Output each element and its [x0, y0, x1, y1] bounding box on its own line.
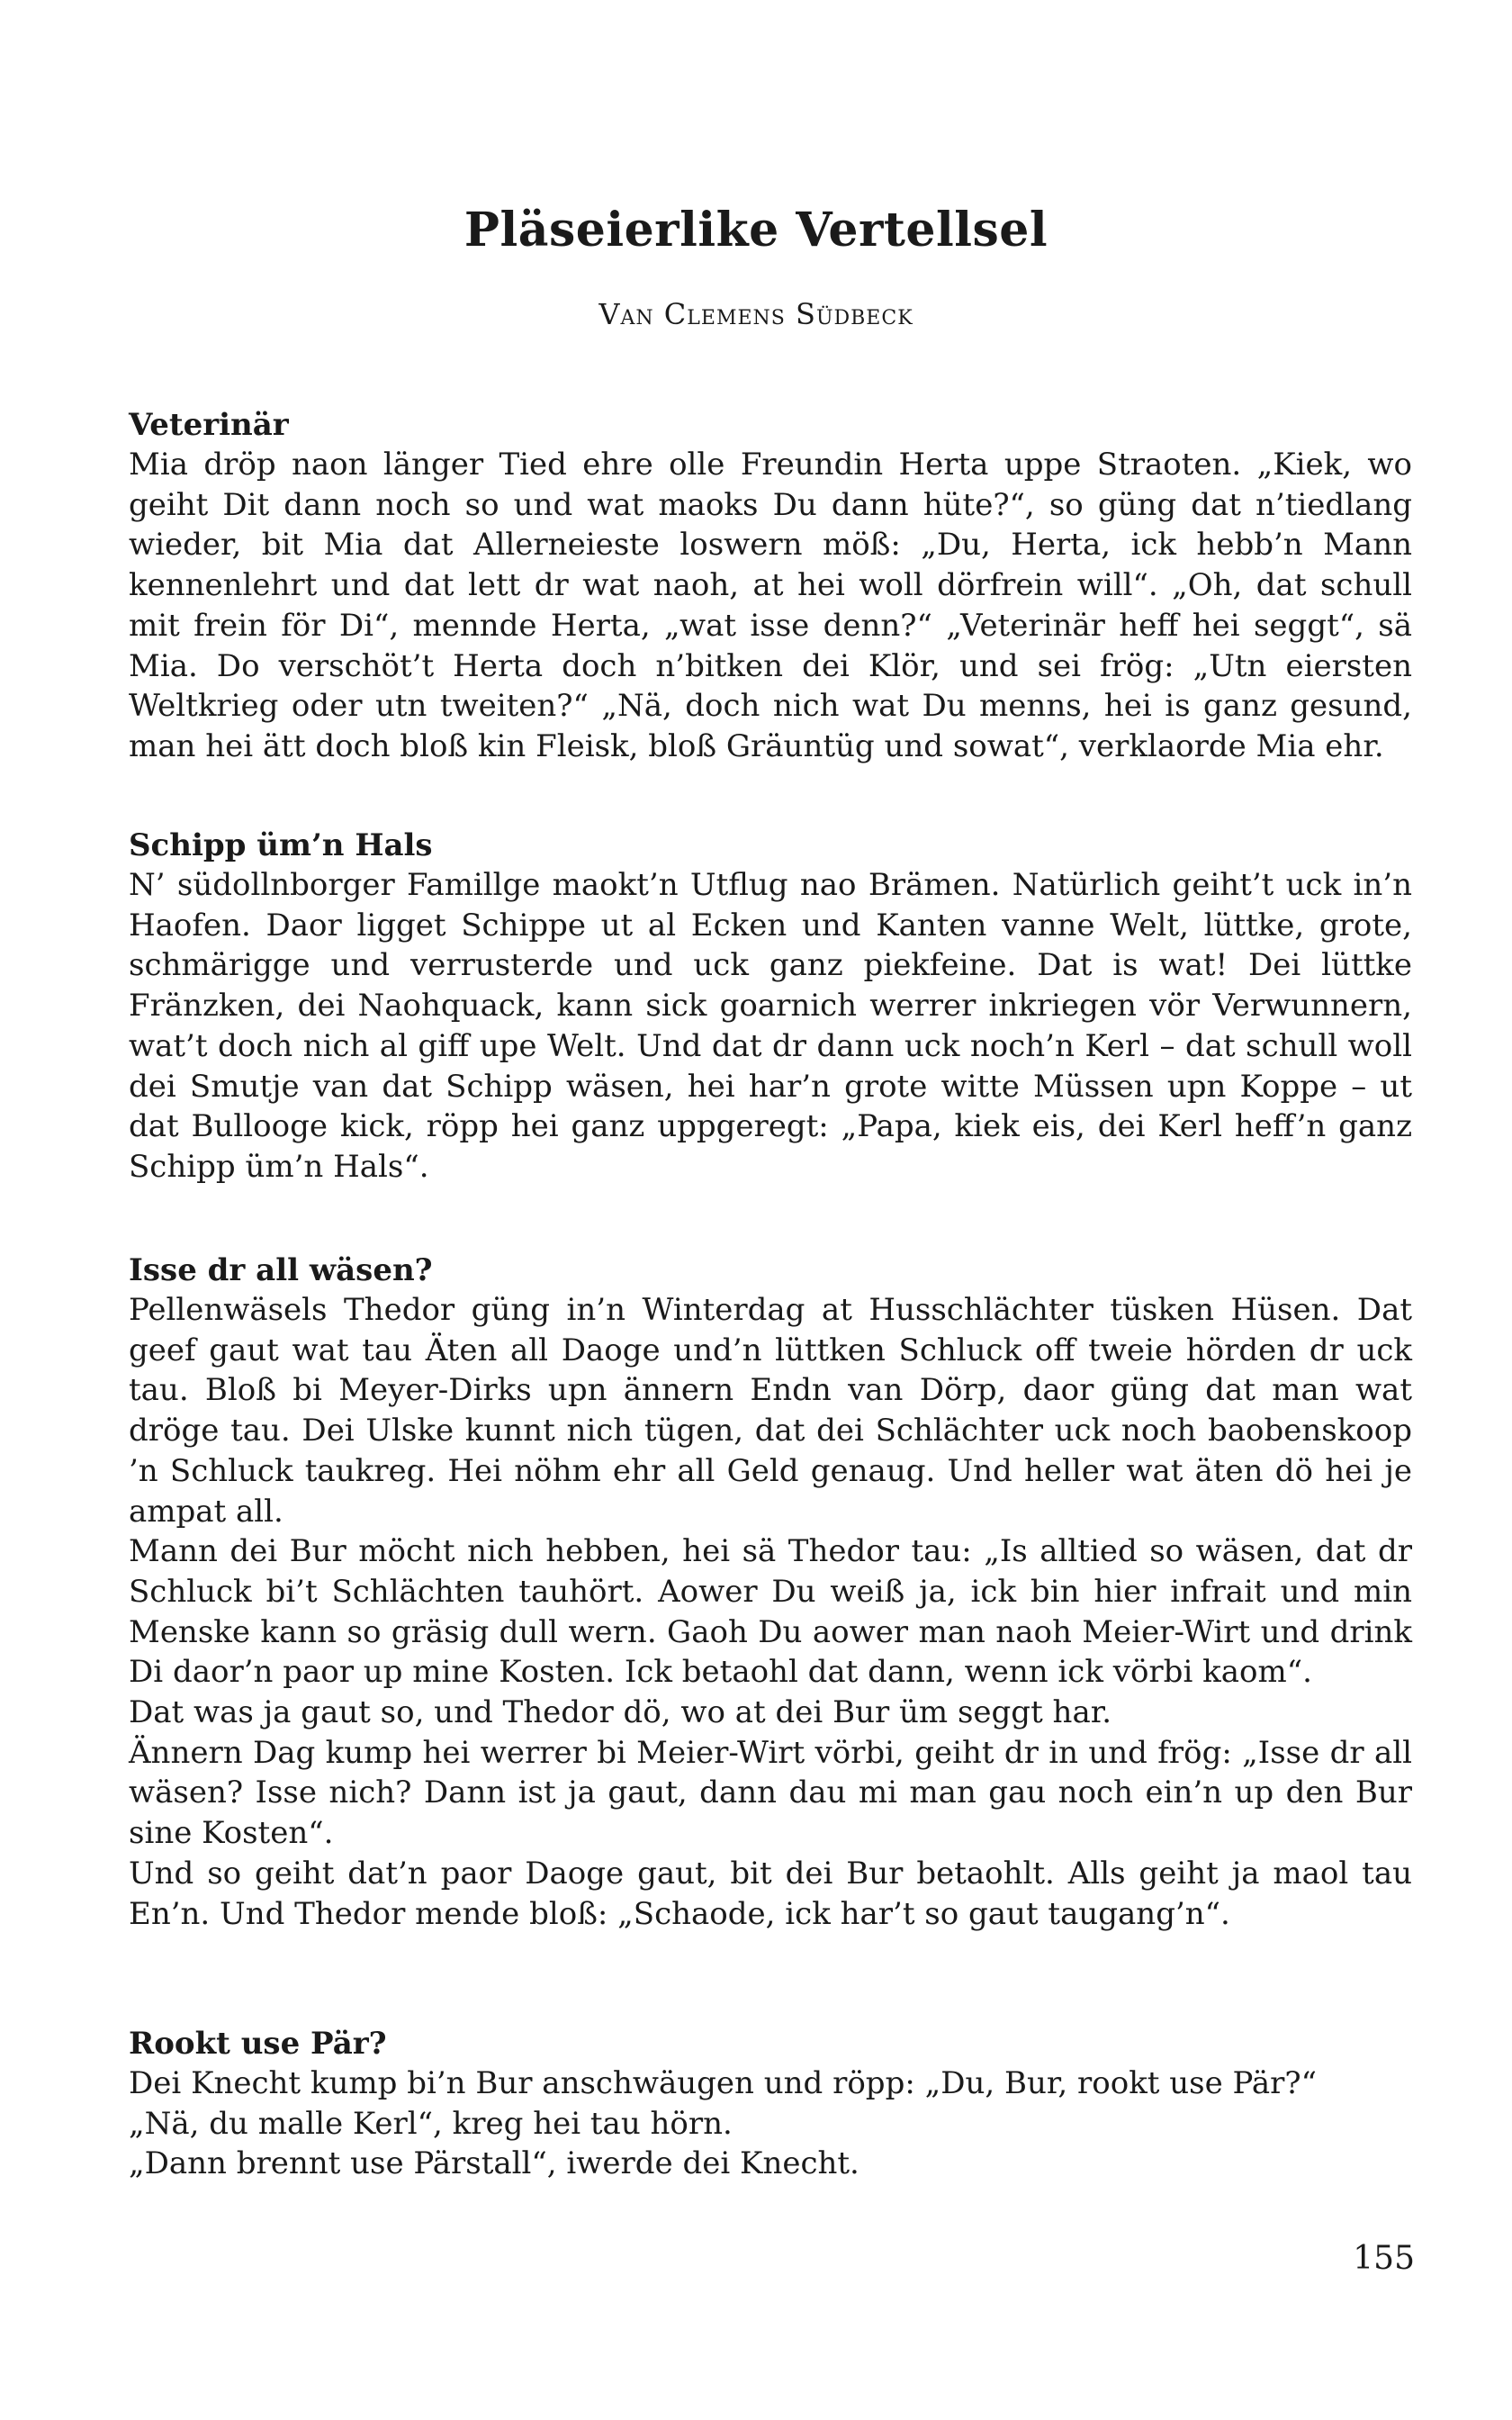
- page-title: Pläseierlike Vertellsel: [464, 203, 1048, 257]
- paragraph: Und so geiht dat’n paor Daoge gaut, bit dei Bur betaohlt. Alls geiht ja maol tau En’n. Und Thedor mende bloß: „Schaode, ick har’t so gaut taugang’n“.: [129, 1855, 1412, 1932]
- author-line: Van Clemens Südbeck: [598, 297, 914, 331]
- paragraph: Mann dei Bur möcht nich hebben, hei sä Thedor tau: „Is alltied so wäsen, dat dr Schluck bi’t Schlächten tauhört. Aower Du weiß ja, ick bin hier infrait und min Menske kann so gräsig dull wern. Gaoh Du aower man naoh Meier-Wirt und drink Di daor’n paor up mine Kosten. Ick betaohl dat dann, wenn ick vörbi kaom“.: [129, 1533, 1412, 1691]
- paragraph: Dei Knecht kump bi’n Bur anschwäugen und röpp: „Du, Bur, rookt use Pär?“: [129, 2065, 1318, 2101]
- paragraph: Dat was ja gaut so, und Thedor dö, wo at dei Bur üm seggt har.: [129, 1694, 1112, 1731]
- section-rookt-use-paer: [129, 2024, 1412, 2184]
- section-body: [129, 1290, 1412, 1934]
- section-body: [129, 2063, 1412, 2184]
- section-body: [129, 865, 1412, 1187]
- section-isse-dr-all-waesen: [129, 1251, 1412, 1934]
- paragraph: N’ südollnborger Famillge maokt’n Utflug nao Brämen. Natürlich geiht’t uck in’n Haofen. Daor ligget Schippe ut al Ecken und Kanten vanne Welt, lüttke, grote, schmärigge und verrusterde und uck ganz piekfeine. Dat is wat! Dei lüttke Fränzken, dei Naohquack, kann sick goarnich werrer inkriegen vör Verwunnern, wat’t doch nich al giff upe Welt. Und dat dr dann uck noch’n Kerl – dat schull woll dei Smutje van dat Schipp wäsen, hei har’n grote witte Müssen upn Koppe – ut dat Bullooge kick, röpp hei ganz uppgeregt: „Papa, kiek eis, dei Kerl heff’n ganz Schipp üm’n Hals“.: [129, 867, 1412, 1185]
- section-body: [129, 445, 1412, 767]
- section-heading: Isse dr all wäsen?: [129, 1252, 433, 1288]
- section-heading: Schipp üm’n Hals: [129, 827, 433, 863]
- section-heading: Veterinär: [129, 407, 289, 443]
- paragraph: Pellenwäsels Thedor güng in’n Winterdag at Husschlächter tüsken Hüsen. Dat geef gaut wat tau Äten all Daoge und’n lüttken Schluck off tweie hörden dr uck tau. Bloß bi Meyer-Dirks upn ännern Endn van Dörp, daor güng dat man wat dröge tau. Dei Ulske kunnt nich tügen, dat dei Schlächter uck noch baobenskoop ’n Schluck taukreg. Hei nöhm ehr all Geld genaug. Und heller wat äten dö hei je ampat all.: [129, 1292, 1412, 1530]
- paragraph: Ännern Dag kump hei werrer bi Meier-Wirt vörbi, geiht dr in und frög: „Isse dr all wäsen? Isse nich? Dann ist ja gaut, dann dau mi man gau noch ein’n up den Bur sine Kosten“.: [129, 1734, 1412, 1852]
- section-veterinaer: [129, 405, 1412, 767]
- section-heading: Rookt use Pär?: [129, 2026, 387, 2062]
- paragraph: „Nä, du malle Kerl“, kreg hei tau hörn.: [129, 2105, 733, 2142]
- section-schipp: [129, 826, 1412, 1187]
- page-number: 155: [1353, 2240, 1415, 2277]
- paragraph: „Dann brennt use Pärstall“, iwerde dei Knecht.: [129, 2145, 860, 2182]
- paragraph: Mia dröp naon länger Tied ehre olle Freundin Herta uppe Straoten. „Kiek, wo geiht Dit dann noch so und wat maoks Du dann hüte?“, so güng dat n’tiedlang wieder, bit Mia dat Allerneieste loswern möß: „Du, Herta, ick hebb’n Mann kennenlehrt und dat lett dr wat naoh, at hei woll dörfrein will“. „Oh, dat schull mit frein för Di“, mennde Herta, „wat isse denn?“ „Veterinär heff hei seggt“, sä Mia. Do verschöt’t Herta doch n’bitken dei Klör, und sei frög: „Utn eiersten Weltkrieg oder utn tweiten?“ „Nä, doch nich wat Du menns, hei is ganz gesund, man hei ätt doch bloß kin Fleisk, bloß Gräuntüg und sowat“, verklaorde Mia ehr.: [129, 447, 1412, 764]
